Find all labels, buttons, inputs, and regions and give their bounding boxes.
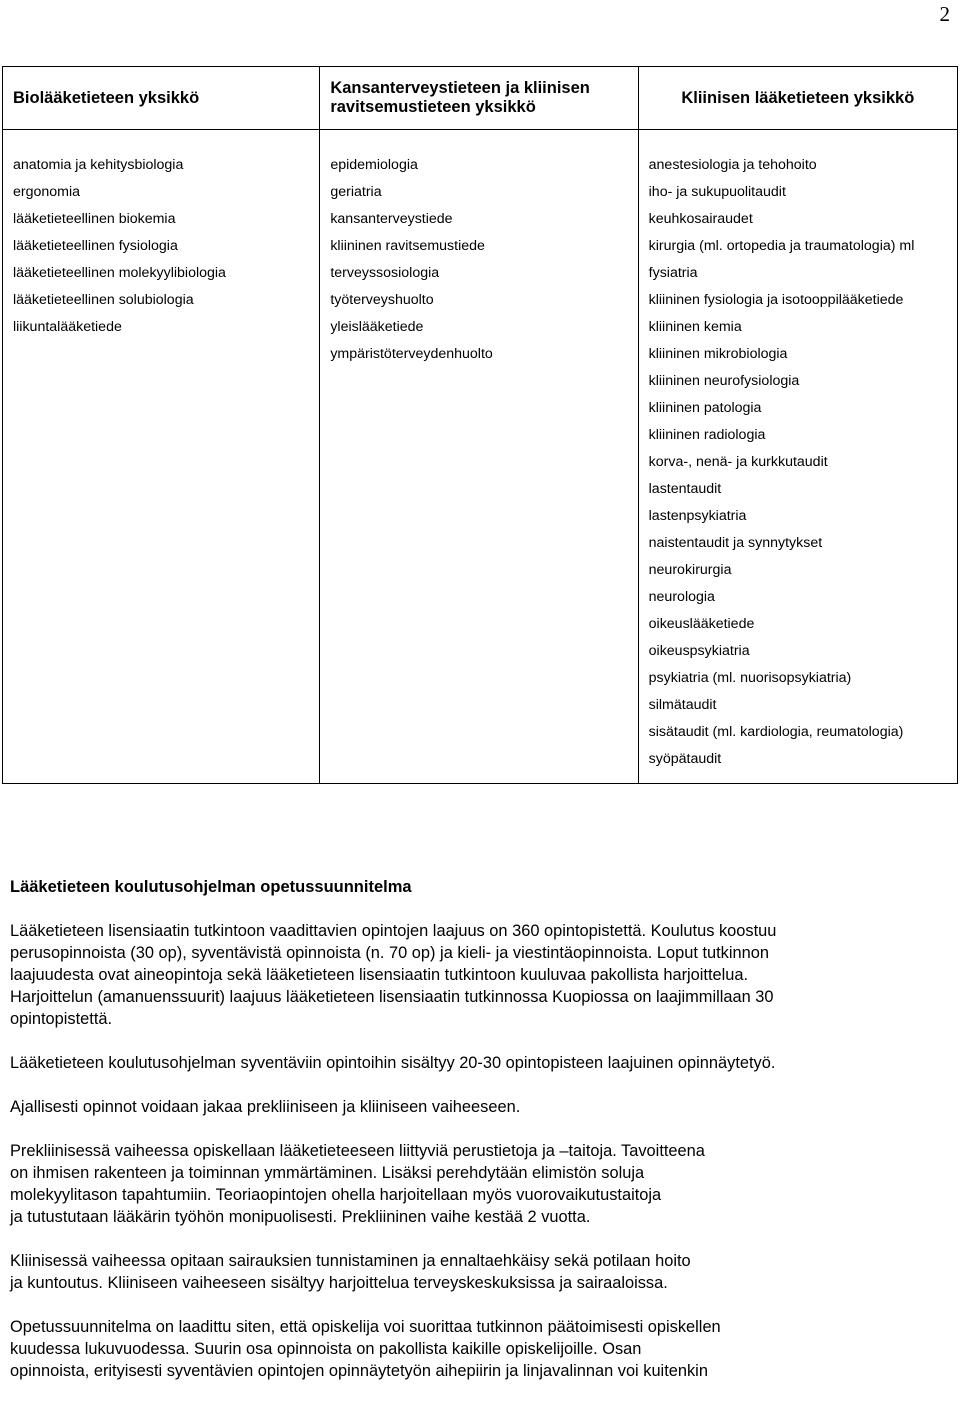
- body-paragraph: [10, 1316, 940, 1382]
- subject-list-item: anestesiologia ja tehohoito: [648, 157, 817, 173]
- paragraph-line: ja kuntoutus. Kliiniseen vaiheeseen sisältyy harjoittelua terveyskeskuksissa ja sairaaloissa.: [10, 1274, 668, 1292]
- subject-list-item: lääketieteellinen solubiologia: [13, 292, 194, 308]
- subject-list-item: kliininen mikrobiologia: [648, 346, 788, 362]
- subject-list-item: lastenpsykiatria: [648, 508, 747, 524]
- curriculum-section: [10, 876, 940, 898]
- subject-list-item: kirurgia (ml. ortopedia ja traumatologia) ml: [648, 238, 915, 254]
- paragraph-line: Kliinisessä vaiheessa opitaan sairauksien tunnistaminen ja ennaltaehkäisy sekä potilaan hoito: [10, 1252, 691, 1270]
- paragraph-line: Prekliinisessä vaiheessa opiskellaan lääketieteeseen liittyviä perustietoja ja –taitoja. Tavoitteena: [10, 1142, 705, 1160]
- section-heading: Lääketieteen koulutusohjelman opetussuunnitelma: [10, 878, 412, 896]
- subject-list-item: kliininen ravitsemustiede: [330, 238, 485, 254]
- subject-list-item: anatomia ja kehitysbiologia: [13, 157, 184, 173]
- subject-list-item: ergonomia: [13, 184, 81, 200]
- paragraph-line: Opetussuunnitelma on laadittu siten, että opiskelija voi suorittaa tutkinnon päätoimisesti opiskellen: [10, 1318, 721, 1336]
- paragraph-line: Lääketieteen koulutusohjelman syventäviin opintoihin sisältyy 20-30 opintopisteen laajuinen opinnäytetyö.: [10, 1054, 776, 1072]
- body-paragraph: [10, 1250, 940, 1294]
- subject-list-item: lastentaudit: [648, 481, 722, 497]
- curriculum-paragraphs: [10, 920, 940, 1382]
- units-table-header-row: [3, 67, 958, 130]
- units-table: [2, 66, 958, 784]
- paragraph-line: laajuudesta ovat aineopintoja sekä lääketieteen lisensiaatin tutkintoon kuuluvaa pakollista harjoittelua.: [10, 966, 749, 984]
- subject-list-item: kliininen neurofysiologia: [648, 373, 800, 389]
- subject-list-item: iho- ja sukupuolitaudit: [648, 184, 786, 200]
- clinical-medicine-subjects-cell: [638, 130, 957, 784]
- subject-list-item: yleislääketiede: [330, 319, 424, 335]
- subject-list-item: kliininen patologia: [648, 400, 762, 416]
- paragraph-line: Harjoittelun (amanuenssuurit) laajuus lääketieteen lisensiaatin tutkinnossa Kuopiossa on laajimmillaan 30: [10, 988, 774, 1006]
- clinical-medicine-subject-list: [639, 130, 957, 783]
- subject-list-item: oikeuspsykiatria: [648, 643, 750, 659]
- page-number: 2: [939, 2, 950, 26]
- subject-list-item: epidemiologia: [330, 157, 418, 173]
- biomedicine-subject-list: [3, 130, 319, 351]
- subject-list-item: lääketieteellinen biokemia: [13, 211, 176, 227]
- subject-list-item: lääketieteellinen fysiologia: [13, 238, 178, 254]
- paragraph-line: opinnoista, erityisesti syventävien opintojen opinnäytetyön aihepiirin ja linjavalinnan voi kuitenkin: [10, 1362, 708, 1380]
- subject-list-item: silmätaudit: [648, 697, 717, 713]
- subject-list-item: kliininen kemia: [648, 319, 742, 335]
- paragraph-line: on ihmisen rakenteen ja toiminnan ymmärtäminen. Lisäksi perehdytään elimistön soluja: [10, 1164, 645, 1182]
- subject-list-item: psykiatria (ml. nuorisopsykiatria): [648, 670, 852, 686]
- subject-list-item: neurokirurgia: [648, 562, 732, 578]
- paragraph-line: Lääketieteen lisensiaatin tutkintoon vaadittavien opintojen laajuus on 360 opintopistettä. Koulutus koostuu: [10, 922, 777, 940]
- subject-list-item: fysiatria: [648, 265, 698, 281]
- paragraph-line: kuudessa lukuvuodessa. Suurin osa opinnoista on pakollista kaikille opiskelijoille. Osan: [10, 1340, 642, 1358]
- body-paragraph: [10, 1052, 940, 1074]
- body-paragraph: [10, 920, 940, 1030]
- subject-list-item: korva-, nenä- ja kurkkutaudit: [648, 454, 828, 470]
- body-paragraph: [10, 1096, 940, 1118]
- public-health-subject-list: [320, 130, 637, 378]
- biomedicine-subjects-cell: [3, 130, 320, 784]
- paragraph-line: ja tutustutaan lääkärin työhön monipuolisesti. Prekliininen vaihe kestää 2 vuotta.: [10, 1208, 591, 1226]
- header-biomedicine-unit: Biolääketieteen yksikkö: [3, 67, 320, 130]
- subject-list-item: geriatria: [330, 184, 382, 200]
- header-clinical-medicine-unit: Kliinisen lääketieteen yksikkö: [638, 67, 957, 130]
- subject-list-item: syöpätaudit: [648, 751, 722, 767]
- subject-list-item: sisätaudit (ml. kardiologia, reumatologia): [648, 724, 904, 740]
- subject-list-item: naistentaudit ja synnytykset: [648, 535, 823, 551]
- subject-list-item: ympäristöterveydenhuolto: [330, 346, 493, 362]
- body-paragraph: [10, 1140, 940, 1228]
- subject-list-item: kliininen fysiologia ja isotooppilääketiede: [648, 292, 904, 308]
- subject-list-item: liikuntalääketiede: [13, 319, 122, 335]
- subject-list-item: kansanterveystiede: [330, 211, 453, 227]
- subject-list-item: terveyssosiologia: [330, 265, 440, 281]
- header-public-health-unit: Kansanterveystieteen ja kliinisen ravitsemustieteen yksikkö: [320, 67, 638, 130]
- paragraph-line: Ajallisesti opinnot voidaan jakaa prekliiniseen ja kliiniseen vaiheeseen.: [10, 1098, 521, 1116]
- paragraph-line: opintopistettä.: [10, 1010, 113, 1028]
- subject-list-item: oikeuslääketiede: [648, 616, 755, 632]
- public-health-subjects-cell: [320, 130, 638, 784]
- subject-list-item: lääketieteellinen molekyylibiologia: [13, 265, 226, 281]
- subject-list-item: työterveyshuolto: [330, 292, 434, 308]
- paragraph-line: molekyylitason tapahtumiin. Teoriaopintojen ohella harjoitellaan myös vuorovaikutustaitoja: [10, 1186, 662, 1204]
- subject-list-item: kliininen radiologia: [648, 427, 766, 443]
- subject-list-item: keuhkosairaudet: [648, 211, 753, 227]
- subject-list-item: neurologia: [648, 589, 715, 605]
- units-table-body-row: [3, 130, 958, 784]
- paragraph-line: perusopinnoista (30 op), syventävistä opinnoista (n. 70 op) ja kieli- ja viestintäopinnoista. Loput tutkinnon: [10, 944, 769, 962]
